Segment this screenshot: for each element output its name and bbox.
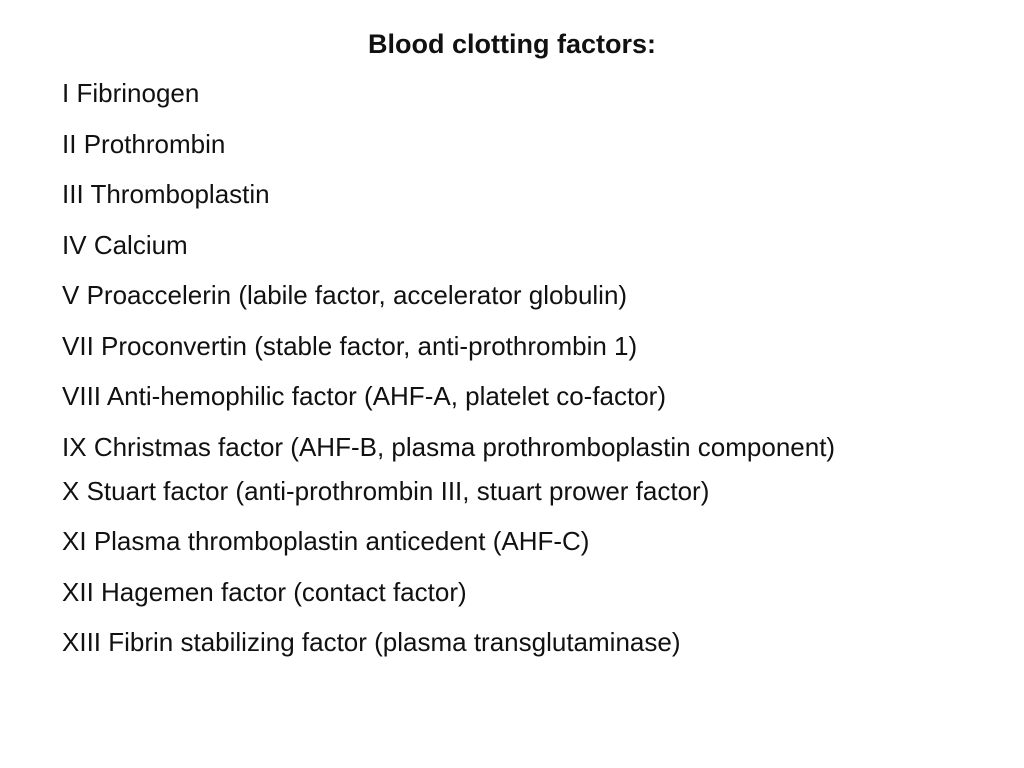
factor-numeral: IX <box>62 431 87 462</box>
factor-item <box>62 329 962 363</box>
factor-numeral: XII <box>62 576 94 607</box>
factor-item <box>62 228 962 262</box>
factor-item <box>62 177 962 211</box>
factor-item <box>62 524 962 558</box>
factor-numeral: VIII <box>62 381 102 411</box>
factor-name: Christmas factor (AHF-B, plasma prothromboplastin component) <box>93 431 836 462</box>
factor-name: Stuart factor (anti-prothrombin III, stuart prower factor) <box>86 475 710 506</box>
factor-name: Fibrin stabilizing factor (plasma transglutaminase) <box>108 627 681 657</box>
factor-name: Prothrombin <box>83 128 226 159</box>
factor-numeral: V <box>62 280 80 310</box>
factor-name: Fibrinogen <box>76 78 200 108</box>
factor-numeral: IV <box>62 229 87 260</box>
factor-name: Anti-hemophilic factor (AHF-A, platelet co-factor) <box>106 381 667 411</box>
factor-name: Hagemen factor (contact factor) <box>101 576 467 607</box>
factor-numeral: X <box>62 475 80 506</box>
factor-numeral: I <box>62 78 70 108</box>
factor-name: Thromboplastin <box>90 179 270 209</box>
factor-name: Proconvertin (stable factor, anti-prothrombin 1) <box>101 330 638 361</box>
factor-item <box>62 625 962 659</box>
factor-item <box>62 278 962 312</box>
factor-item <box>62 379 962 413</box>
factor-item <box>62 430 962 464</box>
factor-numeral: III <box>62 179 84 209</box>
slide-title: Blood clotting factors: <box>368 29 656 59</box>
clotting-factor-list <box>62 76 962 676</box>
factor-name: Plasma thromboplastin anticedent (AHF-C) <box>93 526 590 556</box>
factor-name: Calcium <box>93 229 188 260</box>
factor-numeral: VII <box>62 330 94 361</box>
factor-item <box>62 127 962 161</box>
factor-numeral: XIII <box>62 627 102 657</box>
factor-numeral: II <box>62 128 77 159</box>
factor-item <box>62 76 962 110</box>
factor-name: Proaccelerin (labile factor, accelerator globulin) <box>86 280 628 310</box>
factor-item <box>62 575 962 609</box>
factor-item <box>62 474 962 508</box>
factor-numeral: XI <box>62 526 87 556</box>
